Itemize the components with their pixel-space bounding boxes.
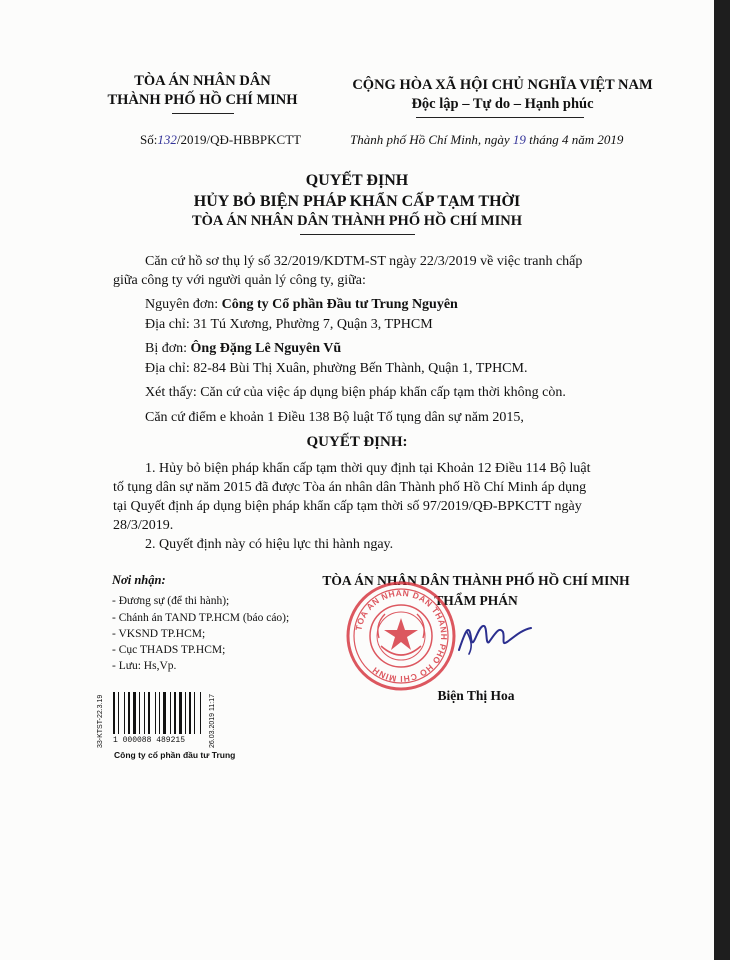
court-seal-icon [345,580,457,692]
item2: 2. Quyết định này có hiệu lực thi hành ngay. [145,537,394,552]
date-suffix: tháng 4 năm 2019 [525,132,624,147]
court-name-line2: THÀNH PHỐ HỒ CHÍ MINH [107,92,298,108]
plaintiff-line [145,295,458,314]
basis-line1: Căn cứ hồ sơ thụ lý số 32/2019/KDTM-ST ngày 22/3/2019 về việc tranh chấp [145,254,583,269]
barcode-bar [120,692,123,734]
nation-header [335,76,670,114]
recipient-item: - Cục THADS TP.HCM; [112,644,226,656]
barcode-bar [200,692,201,734]
item1-line1: 1. Hủy bỏ biện pháp khẩn cấp tạm thời quy định tại Khoản 12 Điều 114 Bộ luật [145,461,591,476]
recipient-item: - Đương sự (để thi hành); [112,595,230,607]
barcode-icon [113,692,205,734]
barcode-bar [118,692,119,734]
barcode-bar [159,692,160,734]
decision-title: QUYẾT ĐỊNH [305,172,409,189]
barcode-bar [144,692,145,734]
document-number [140,132,301,148]
barcode-bar [155,692,156,734]
nation-motto: Độc lập – Tự do – Hạnh phúc [411,96,594,112]
barcode-bar [131,692,132,734]
plaintiff-label: Nguyên đơn: [145,297,222,312]
court-underline [172,113,234,114]
barcode-bar [172,692,173,734]
barcode-bar [116,692,117,734]
plaintiff-name: Công ty Cổ phần Đầu tư Trung Nguyên [221,297,458,312]
recipient-item: - Chánh án TAND TP.HCM (báo cáo); [112,612,290,624]
barcode-bar [177,692,178,734]
barcode-bar [187,692,189,734]
issuing-court: TÒA ÁN NHÂN DÂN THÀNH PHỐ HỒ CHÍ MINH [191,213,523,229]
item1-line3: tại Quyết định áp dụng biện pháp khẩn cấp tạm thời số 97/2019/QĐ-BPKCTT ngày [113,499,582,514]
defendant-label: Bị đơn: [145,341,191,356]
barcode-number: 1 000088 489215 [113,736,186,745]
barcode-bar [139,692,140,734]
decision-heading: QUYẾT ĐỊNH: [306,434,408,450]
barcode-bar [196,692,199,734]
barcode-bar [202,692,204,734]
doc-no-suffix: /2019/QĐ-HBBPKCTT [176,132,302,147]
defendant-address: Địa chỉ: 82-84 Bùi Thị Xuân, phường Bến Thành, Quận 1, TPHCM. [145,361,528,376]
court-header [95,72,310,110]
scan-edge [714,0,730,960]
barcode-bar [174,692,176,734]
recipients-title: Nơi nhận: [112,573,166,587]
item1-line2: tố tụng dân sự năm 2015 đã được Tòa án nhân dân Thành phố Hồ Chí Minh áp dụng [113,480,587,495]
stamp-date-text: 26.03.2019 11:17 [209,694,216,748]
legal-basis: Căn cứ điểm e khoản 1 Điều 138 Bộ luật Tố tụng dân sự năm 2015, [145,410,524,425]
barcode-bar [167,692,169,734]
barcode-bar [128,692,130,734]
barcode-bar [185,692,186,734]
motto-underline [416,117,584,118]
barcode-bar [113,692,115,734]
barcode-bar [124,692,125,734]
stamp-side-text: 33-KTST-22.3.19 [97,694,104,748]
svg-text:TÒA ÁN NHÂN DÂN THÀNH PHỐ HỒ C: TÒA ÁN NHÂN DÂN THÀNH PHỐ HỒ CHÍ MINH [353,587,450,685]
basis-line2: giữa công ty với người quản lý công ty, giữa: [113,273,366,288]
nation-name: CỘNG HÒA XÃ HỘI CHỦ NGHĨA VIỆT NAM [352,77,653,93]
date-handwritten-day: 19 [512,132,526,147]
item1-line4: 28/3/2019. [113,518,174,533]
barcode-bar [146,692,147,734]
barcode-bar [161,692,162,734]
barcode-bar [141,692,143,734]
barcode-bar [192,692,193,734]
recipient-item: - Lưu: Hs,Vp. [112,660,177,672]
plaintiff-address: Địa chỉ: 31 Tú Xương, Phường 7, Quận 3, TPHCM [145,317,433,332]
doc-no-prefix: Số: [140,132,158,147]
barcode-bar [137,692,138,734]
barcode-bar [133,692,136,734]
barcode-bar [189,692,191,734]
defendant-name: Ông Đặng Lê Nguyên Vũ [190,341,342,356]
finding: Xét thấy: Căn cứ của việc áp dụng biện pháp khẩn cấp tạm thời không còn. [145,385,566,400]
handwritten-signature-icon [455,612,535,662]
doc-no-handwritten: 132 [157,132,177,147]
document-date [350,132,623,148]
barcode-bar [170,692,171,734]
reception-stamp [97,690,221,748]
barcode-bar [163,692,166,734]
title-underline [300,234,415,235]
date-prefix: Thành phố Hồ Chí Minh, ngày [350,132,513,147]
barcode-bar [151,692,154,734]
signature-court: TÒA ÁN NHÂN DÂN THÀNH PHỐ HỒ CHÍ MINH [322,573,630,588]
signer-name: Biện Thị Hoa [437,688,515,703]
barcode-bar [148,692,150,734]
recipient-item: - VKSND TP.HCM; [112,628,206,640]
court-name-line1: TÒA ÁN NHÂN DÂN [134,73,271,89]
decision-subject: HỦY BỎ BIỆN PHÁP KHẨN CẤP TẠM THỜI [193,193,521,210]
barcode-bar [126,692,128,734]
barcode-bar [179,692,182,734]
barcode-bar [194,692,195,734]
barcode-bar [183,692,184,734]
stamp-company: Công ty cổ phần đầu tư Trung [114,750,236,760]
defendant-line [145,339,341,358]
barcode-bar [157,692,159,734]
signature-role: THẨM PHÁN [434,593,518,608]
